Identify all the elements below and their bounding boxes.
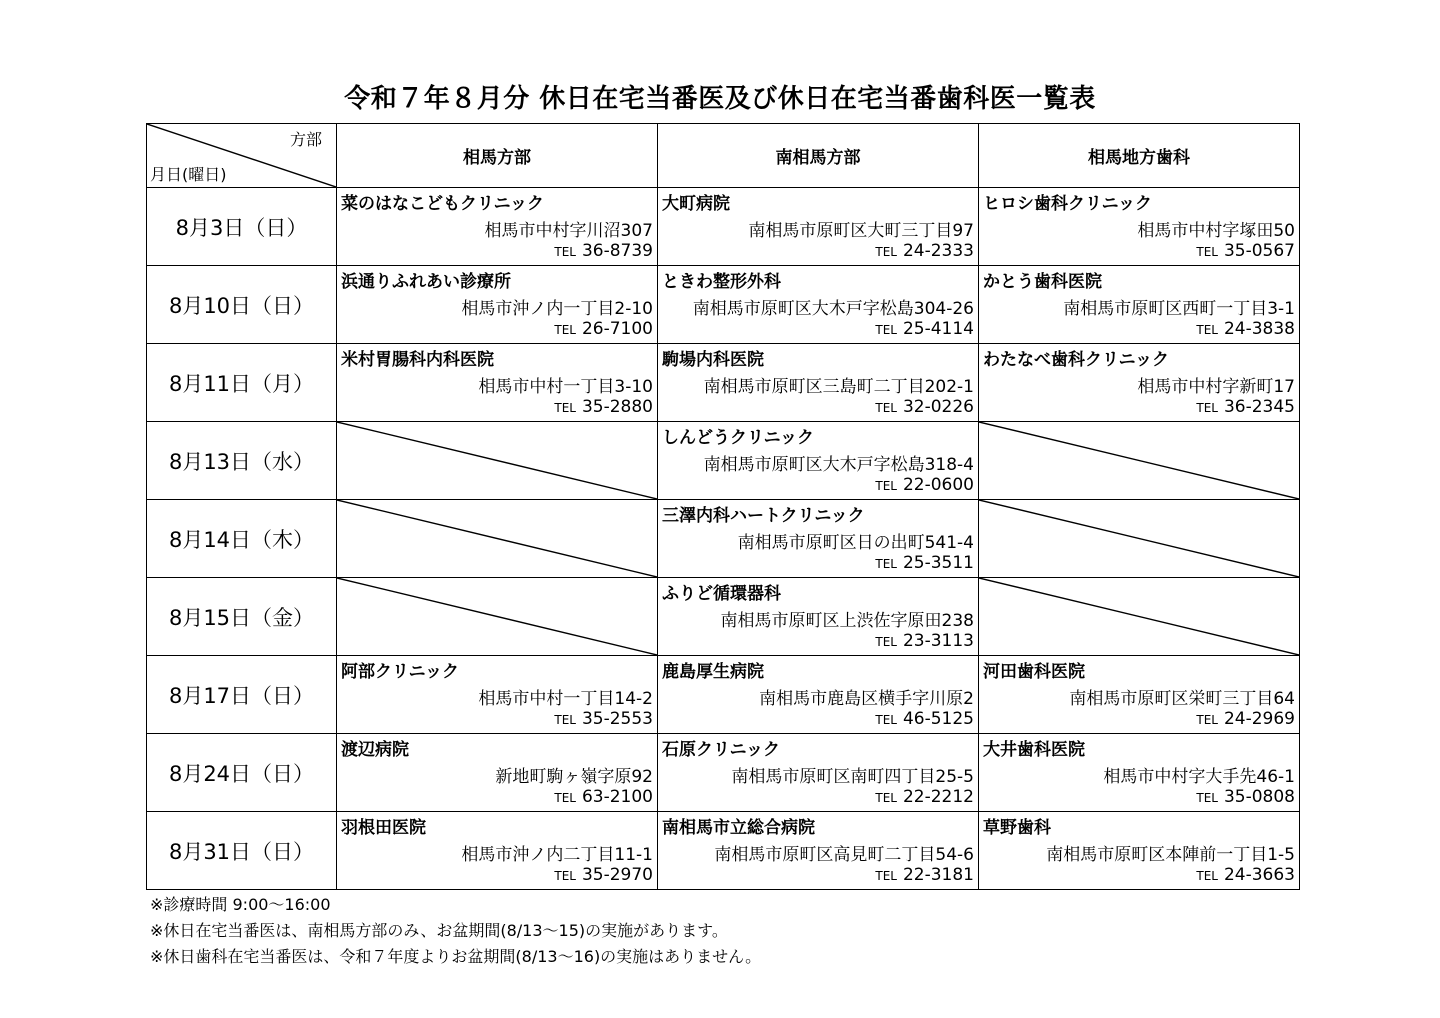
clinic-phone xyxy=(554,709,653,729)
empty-cell xyxy=(337,500,658,578)
clinic-name: 河田歯科医院 xyxy=(983,662,1085,682)
clinic-name: しんどうクリニック xyxy=(662,428,814,448)
date-cell: 8月24日（日） xyxy=(147,734,337,812)
tel-number: 22-2212 xyxy=(902,787,974,807)
clinic-name: ときわ整形外科 xyxy=(662,272,781,292)
clinic-phone xyxy=(1196,397,1295,417)
table-row xyxy=(147,578,1300,656)
clinic-phone xyxy=(875,397,974,417)
clinic-cell xyxy=(658,344,979,422)
clinic-cell xyxy=(979,266,1300,344)
tel-number: 63-2100 xyxy=(581,787,653,807)
tel-number: 36-2345 xyxy=(1223,397,1295,417)
tel-label: TEL xyxy=(554,791,576,805)
clinic-phone xyxy=(875,553,974,573)
table-row xyxy=(147,188,1300,266)
tel-number: 25-3511 xyxy=(902,553,974,573)
clinic-cell xyxy=(337,188,658,266)
date-cell: 8月14日（木） xyxy=(147,500,337,578)
corner-dept-label: 方部 xyxy=(289,130,322,149)
tel-label: TEL xyxy=(1196,245,1218,259)
tel-label: TEL xyxy=(875,401,897,415)
note-hours: ※診療時間 9:00～16:00 xyxy=(150,895,331,914)
clinic-cell xyxy=(658,812,979,890)
tel-label: TEL xyxy=(875,635,897,649)
clinic-address: 南相馬市原町区高見町二丁目54-6 xyxy=(714,845,974,865)
tel-number: 36-8739 xyxy=(581,241,653,261)
clinic-phone xyxy=(875,631,974,651)
table-row xyxy=(147,422,1300,500)
clinic-name: 石原クリニック xyxy=(662,740,780,760)
tel-label: TEL xyxy=(1196,791,1218,805)
clinic-address: 相馬市中村字川沼307 xyxy=(484,221,653,241)
clinic-address: 南相馬市原町区大木戸字松島304-26 xyxy=(692,299,974,319)
tel-number: 24-3663 xyxy=(1223,865,1295,885)
empty-diagonal-line xyxy=(979,500,1299,577)
tel-number: 22-0600 xyxy=(902,475,974,495)
clinic-name: 草野歯科 xyxy=(983,818,1051,838)
clinic-name: 羽根田医院 xyxy=(341,818,426,838)
tel-label: TEL xyxy=(1196,713,1218,727)
tel-label: TEL xyxy=(1196,323,1218,337)
clinic-address: 南相馬市鹿島区横手字川原2 xyxy=(759,689,974,709)
empty-diagonal-line xyxy=(337,578,657,655)
empty-diagonal-line xyxy=(337,422,657,499)
clinic-cell xyxy=(979,344,1300,422)
date-cell: 8月15日（金） xyxy=(147,578,337,656)
clinic-name: 米村胃腸科内科医院 xyxy=(341,350,494,370)
clinic-cell xyxy=(979,734,1300,812)
clinic-phone xyxy=(875,241,974,261)
duty-table xyxy=(146,123,1300,890)
date-cell: 8月3日（日） xyxy=(147,188,337,266)
clinic-address: 南相馬市原町区日の出町541-4 xyxy=(737,533,974,553)
tel-label: TEL xyxy=(875,791,897,805)
date-cell: 8月11日（月） xyxy=(147,344,337,422)
clinic-address: 相馬市中村字新町17 xyxy=(1137,377,1295,397)
table-row xyxy=(147,734,1300,812)
clinic-name: わたなべ歯科クリニック xyxy=(983,350,1169,370)
tel-label: TEL xyxy=(1196,401,1218,415)
clinic-phone xyxy=(875,709,974,729)
empty-cell xyxy=(337,422,658,500)
tel-label: TEL xyxy=(875,557,897,571)
clinic-phone xyxy=(1196,709,1295,729)
empty-cell xyxy=(337,578,658,656)
date-cell: 8月13日（水） xyxy=(147,422,337,500)
clinic-address: 相馬市中村字大手先46-1 xyxy=(1103,767,1295,787)
tel-number: 24-2969 xyxy=(1223,709,1295,729)
tel-number: 23-3113 xyxy=(902,631,974,651)
clinic-cell xyxy=(658,422,979,500)
clinic-cell xyxy=(658,734,979,812)
clinic-name: 鹿島厚生病院 xyxy=(662,662,764,682)
clinic-name: 浜通りふれあい診療所 xyxy=(341,272,511,292)
clinic-phone xyxy=(875,865,974,885)
tel-number: 22-3181 xyxy=(902,865,974,885)
clinic-phone xyxy=(1196,787,1295,807)
clinic-name: 大町病院 xyxy=(662,194,730,214)
clinic-address: 南相馬市原町区大木戸字松島318-4 xyxy=(703,455,974,475)
empty-diagonal-line xyxy=(979,422,1299,499)
clinic-phone xyxy=(1196,241,1295,261)
tel-number: 24-2333 xyxy=(902,241,974,261)
tel-label: TEL xyxy=(875,323,897,337)
tel-number: 25-4114 xyxy=(902,319,974,339)
table-row xyxy=(147,656,1300,734)
clinic-phone xyxy=(875,787,974,807)
clinic-phone xyxy=(1196,319,1295,339)
clinic-phone xyxy=(1196,865,1295,885)
tel-label: TEL xyxy=(875,713,897,727)
clinic-name: 南相馬市立総合病院 xyxy=(662,818,815,838)
clinic-name: 菜のはなこどもクリニック xyxy=(341,194,544,214)
clinic-phone xyxy=(554,241,653,261)
tel-label: TEL xyxy=(875,245,897,259)
clinic-phone xyxy=(554,319,653,339)
empty-cell xyxy=(979,500,1300,578)
clinic-name: かとう歯科医院 xyxy=(983,272,1102,292)
clinic-address: 南相馬市原町区西町一丁目3-1 xyxy=(1063,299,1295,319)
clinic-cell xyxy=(658,578,979,656)
tel-number: 24-3838 xyxy=(1223,319,1295,339)
tel-label: TEL xyxy=(554,869,576,883)
clinic-name: ヒロシ歯科クリニック xyxy=(983,194,1152,214)
tel-number: 32-0226 xyxy=(902,397,974,417)
clinic-name: 駒場内科医院 xyxy=(662,350,764,370)
tel-label: TEL xyxy=(554,401,576,415)
clinic-name: 阿部クリニック xyxy=(341,662,459,682)
column-header-dental: 相馬地方歯科 xyxy=(979,124,1300,188)
clinic-address: 相馬市沖ノ内二丁目11-1 xyxy=(461,845,653,865)
tel-label: TEL xyxy=(554,245,576,259)
tel-label: TEL xyxy=(1196,869,1218,883)
column-header-minamisoma: 南相馬方部 xyxy=(658,124,979,188)
clinic-cell xyxy=(979,812,1300,890)
tel-number: 26-7100 xyxy=(581,319,653,339)
tel-label: TEL xyxy=(554,713,576,727)
clinic-name: 大井歯科医院 xyxy=(983,740,1085,760)
corner-header-cell xyxy=(147,124,337,188)
clinic-phone xyxy=(554,787,653,807)
date-cell: 8月31日（日） xyxy=(147,812,337,890)
table-body xyxy=(147,188,1300,890)
clinic-cell xyxy=(658,266,979,344)
note-obon-dental: ※休日歯科在宅当番医は、令和７年度よりお盆期間(8/13～16)の実施はありません。 xyxy=(150,947,762,966)
document-title: 令和７年８月分 休日在宅当番医及び休日在宅当番歯科医一覧表 xyxy=(344,84,1096,114)
clinic-phone xyxy=(554,865,653,885)
clinic-address: 南相馬市原町区三島町二丁目202-1 xyxy=(703,377,974,397)
clinic-address: 相馬市中村字塚田50 xyxy=(1137,221,1295,241)
clinic-name: ふりど循環器科 xyxy=(662,584,781,604)
empty-diagonal-line xyxy=(979,578,1299,655)
clinic-address: 南相馬市原町区本陣前一丁目1-5 xyxy=(1046,845,1295,865)
tel-number: 35-2880 xyxy=(581,397,653,417)
note-obon-doctors: ※休日在宅当番医は、南相馬方部のみ、お盆期間(8/13～15)の実施があります。 xyxy=(150,921,728,940)
tel-number: 35-2970 xyxy=(581,865,653,885)
tel-label: TEL xyxy=(875,479,897,493)
table-row xyxy=(147,500,1300,578)
clinic-cell xyxy=(658,500,979,578)
clinic-phone xyxy=(875,319,974,339)
tel-number: 35-0567 xyxy=(1223,241,1295,261)
empty-cell xyxy=(979,422,1300,500)
tel-number: 35-2553 xyxy=(581,709,653,729)
clinic-name: 渡辺病院 xyxy=(341,740,409,760)
clinic-cell xyxy=(979,188,1300,266)
clinic-address: 南相馬市原町区栄町三丁目64 xyxy=(1069,689,1295,709)
clinic-cell xyxy=(337,812,658,890)
table-row xyxy=(147,266,1300,344)
clinic-address: 相馬市中村一丁目14-2 xyxy=(478,689,653,709)
tel-number: 35-0808 xyxy=(1223,787,1295,807)
date-cell: 8月10日（日） xyxy=(147,266,337,344)
clinic-cell xyxy=(979,656,1300,734)
notes xyxy=(150,892,761,970)
clinic-cell xyxy=(337,656,658,734)
clinic-phone xyxy=(875,475,974,495)
clinic-address: 新地町駒ヶ嶺字原92 xyxy=(495,767,653,787)
table-row xyxy=(147,812,1300,890)
clinic-name: 三澤内科ハートクリニック xyxy=(662,506,865,526)
corner-date-label: 月日(曜日) xyxy=(150,165,227,184)
clinic-cell xyxy=(658,188,979,266)
table-header-row xyxy=(147,124,1300,188)
clinic-cell xyxy=(337,266,658,344)
clinic-address: 相馬市沖ノ内一丁目2-10 xyxy=(461,299,653,319)
date-cell: 8月17日（日） xyxy=(147,656,337,734)
empty-diagonal-line xyxy=(337,500,657,577)
clinic-address: 南相馬市原町区上渋佐字原田238 xyxy=(720,611,974,631)
column-header-soma: 相馬方部 xyxy=(337,124,658,188)
empty-cell xyxy=(979,578,1300,656)
table-row xyxy=(147,344,1300,422)
clinic-address: 南相馬市原町区南町四丁目25-5 xyxy=(731,767,974,787)
tel-label: TEL xyxy=(554,323,576,337)
tel-label: TEL xyxy=(875,869,897,883)
tel-number: 46-5125 xyxy=(902,709,974,729)
clinic-cell xyxy=(337,344,658,422)
clinic-cell xyxy=(658,656,979,734)
clinic-address: 南相馬市原町区大町三丁目97 xyxy=(748,221,974,241)
clinic-phone xyxy=(554,397,653,417)
clinic-address: 相馬市中村一丁目3-10 xyxy=(478,377,653,397)
clinic-cell xyxy=(337,734,658,812)
